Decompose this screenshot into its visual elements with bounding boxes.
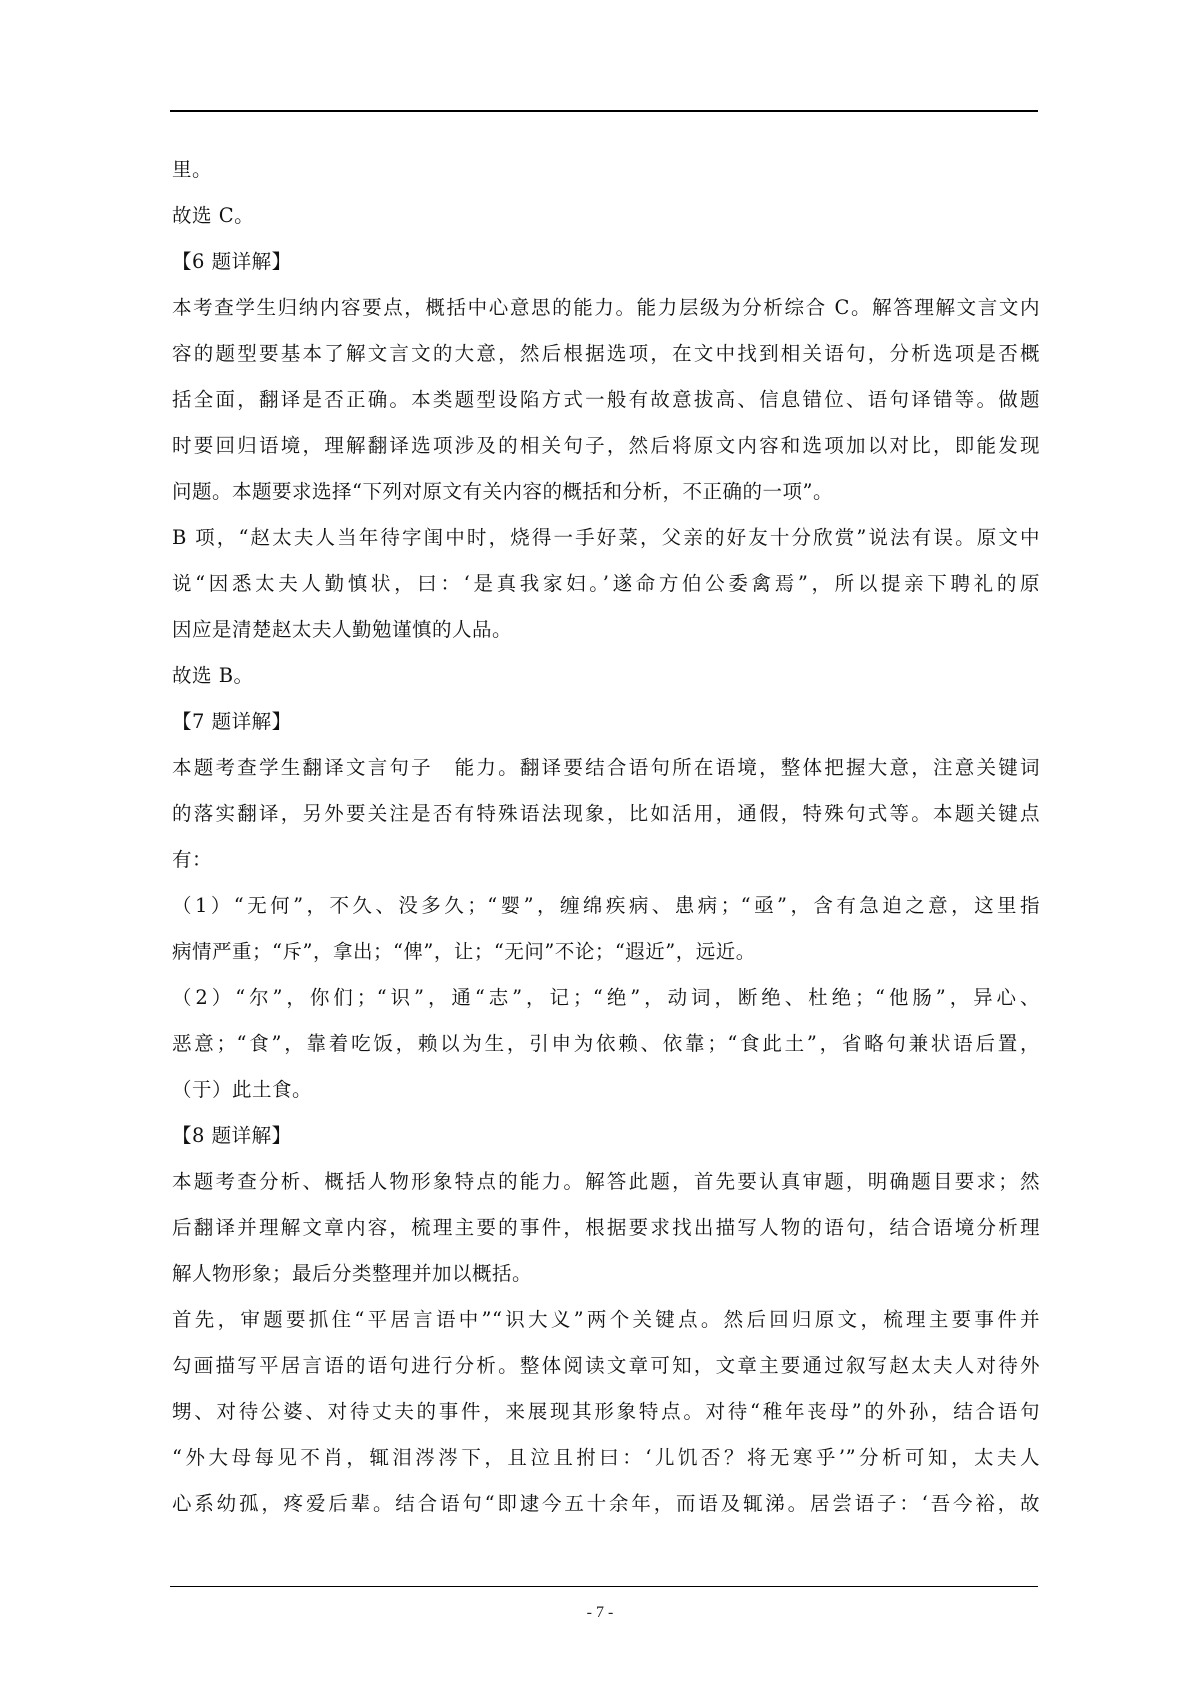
text-line: 心系幼孤，疼爱后辈。结合语句“即逮今五十余年，而语及辄涕。居尝语子：‘吾今裕，故 [172,1492,1040,1515]
text-line: 本考查学生归纳内容要点，概括中心意思的能力。能力层级为分析综合 C。解答理解文言文内 [172,296,1040,319]
text-line: 里。 [172,158,213,181]
text-line: 故选 C。 [172,204,255,227]
text-line: 故选 B。 [172,664,254,687]
text-line: 括全面，翻译是否正确。本类题型设陷方式一般有故意拔高、信息错位、语句译错等。做题 [172,388,1040,411]
document-body [172,147,1040,1527]
text-line: 恶意；“食”，靠着吃饭，赖以为生，引申为依赖、依靠；“食此土”，省略句兼状语后置， [172,1032,1040,1055]
text-line: 甥、对待公婆、对待丈夫的事件，来展现其形象特点。对待“稚年丧母”的外孙，结合语句 [172,1400,1040,1423]
text-line: B 项，“赵太夫人当年待字闺中时，烧得一手好菜，父亲的好友十分欣赏”说法有误。原文中 [172,526,1040,549]
text-line: 时要回归语境，理解翻译选项涉及的相关句子，然后将原文内容和选项加以对比，即能发现 [172,434,1040,457]
text-line: 首先，审题要抓住“平居言语中”“识大义”两个关键点。然后回归原文，梳理主要事件并 [172,1308,1040,1331]
text-line: 因应是清楚赵太夫人勤勉谨慎的人品。 [172,618,513,641]
text-line: 的落实翻译，另外要关注是否有特殊语法现象，比如活用，通假，特殊句式等。本题关键点 [172,802,1040,825]
section-heading: 【7 题详解】 [172,710,292,733]
text-line: 说“因悉太夫人勤慎状，曰：‘是真我家妇。’遂命方伯公委禽焉”，所以提亲下聘礼的原 [172,572,1040,595]
text-line: （2）“尔”，你们；“识”，通“志”，记；“绝”，动词，断绝、杜绝；“他肠”，异心、 [172,986,1040,1009]
text-line: 本题考查分析、概括人物形象特点的能力。解答此题，首先要认真审题，明确题目要求；然 [172,1170,1040,1193]
text-line: （1）“无何”，不久、没多久；“婴”，缠绵疾病、患病；“亟”，含有急迫之意，这里指 [172,894,1040,917]
text-line: 勾画描写平居言语的语句进行分析。整体阅读文章可知，文章主要通过叙写赵太夫人对待外 [172,1354,1040,1377]
text-line: 后翻译并理解文章内容，梳理主要的事件，根据要求找出描写人物的语句，结合语境分析理 [172,1216,1040,1239]
page-number: - 7 - [586,1604,614,1621]
text-line: 本题考查学生翻译文言句子 能力。翻译要结合语句所在语境，整体把握大意，注意关键词 [172,756,1040,779]
text-line: （于）此土食。 [172,1078,313,1101]
text-line: 有： [172,848,213,871]
text-line: “外大母每见不肖，辄泪涔涔下，且泣且拊曰：‘儿饥否？将无寒乎’”分析可知，太夫人 [172,1446,1040,1469]
section-heading: 【6 题详解】 [172,250,292,273]
footer-rule [170,1586,1038,1587]
section-heading: 【8 题详解】 [172,1124,292,1147]
text-line: 容的题型要基本了解文言文的大意，然后根据选项，在文中找到相关语句，分析选项是否概 [172,342,1040,365]
text-line: 解人物形象；最后分类整理并加以概括。 [172,1262,533,1285]
text-line: 病情严重；“斥”，拿出；“俾”，让；“无问”不论；“遐近”，远近。 [172,940,756,963]
header-rule [170,110,1038,112]
text-line: 问题。本题要求选择“下列对原文有关内容的概括和分析，不正确的一项”。 [172,480,833,503]
